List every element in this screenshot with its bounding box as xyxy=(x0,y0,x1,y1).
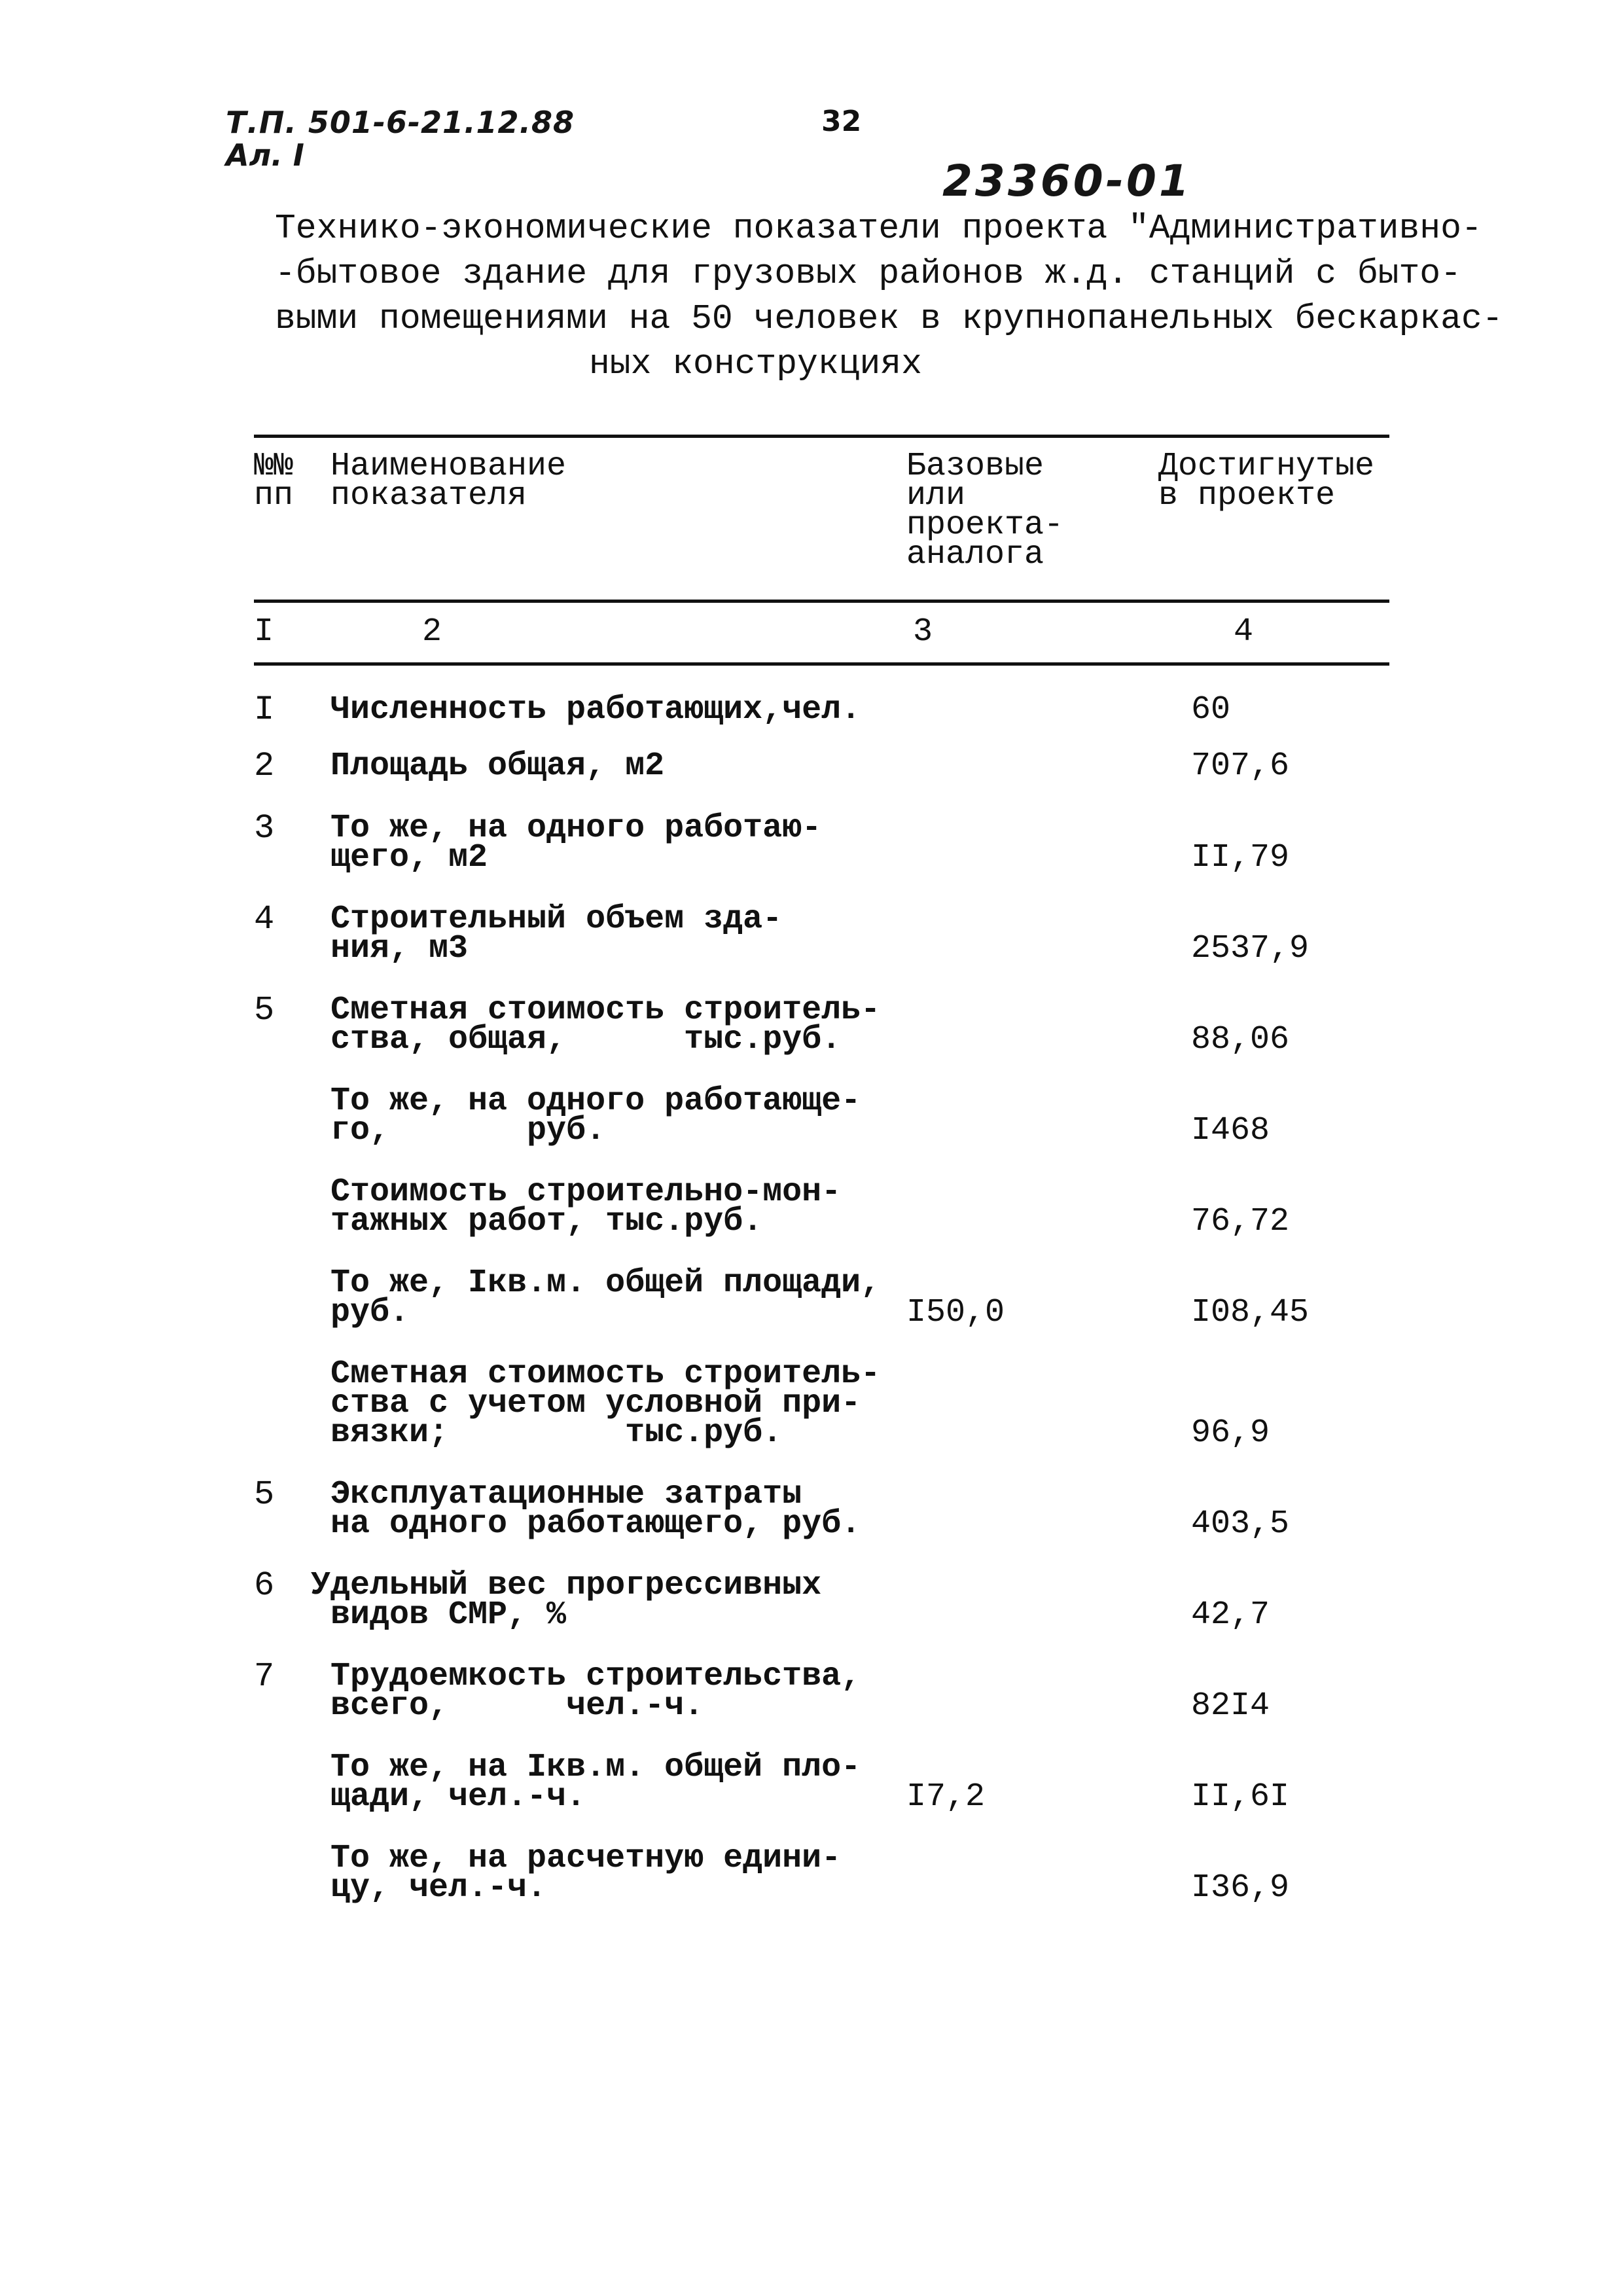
table-rule-top xyxy=(254,435,1389,438)
row-number: 4 xyxy=(254,900,275,939)
indicator-name: Площадь общая, м2 xyxy=(330,747,665,785)
achieved-value: 82I4 xyxy=(1191,1687,1270,1725)
title-line: Технико-экономические показатели проекта "Административно- xyxy=(275,209,1482,248)
achieved-value: 60 xyxy=(1191,691,1231,728)
achieved-value: 88,06 xyxy=(1191,1021,1290,1058)
achieved-value: 42,7 xyxy=(1191,1596,1270,1634)
indicator-name: Численность работающих,чел. xyxy=(330,691,861,728)
row-number: 3 xyxy=(254,809,275,848)
sheet-label: Ал. I xyxy=(226,137,304,173)
indicator-name: То же, на одного работаю- щего, м2 xyxy=(330,810,822,876)
column-number: 4 xyxy=(1234,613,1254,651)
indicator-name: Сметная стоимость строитель- ства с учетом условной при- вязки; тыс.руб. xyxy=(330,1355,881,1452)
column-number: 2 xyxy=(422,613,442,651)
row-number: 6 xyxy=(254,1566,275,1605)
table-rule-numbers xyxy=(254,662,1389,666)
achieved-value: 76,72 xyxy=(1191,1203,1290,1240)
achieved-value: 403,5 xyxy=(1191,1505,1290,1543)
title-line: ных конструкциях xyxy=(589,344,922,384)
column-header-achieved: Достигнутые в проекте xyxy=(1158,448,1375,514)
achieved-value: 96,9 xyxy=(1191,1414,1270,1452)
indicator-name: Стоимость строительно-мон- тажных работ, тыс.руб. xyxy=(330,1174,842,1240)
column-number: I xyxy=(254,613,274,651)
base-value: I7,2 xyxy=(906,1778,986,1816)
project-number: 23360-01 xyxy=(942,156,1192,206)
indicator-name: То же, на расчетную едини- цу, чел.-ч. xyxy=(330,1840,842,1907)
title-line: выми помещениями на 50 человек в крупнопанельных бескаркас- xyxy=(275,299,1503,338)
achieved-value: II,79 xyxy=(1191,839,1290,876)
title-line: -бытовое здание для грузовых районов ж.д. станций с быто- xyxy=(275,254,1461,293)
indicator-name: То же, на одного работающе- го, руб. xyxy=(330,1083,861,1149)
column-number: 3 xyxy=(913,613,933,651)
row-number: I xyxy=(254,691,275,729)
indicator-name: Удельный вес прогрессивных видов СМР, % xyxy=(311,1567,822,1634)
indicator-name: Строительный объем зда- ния, м3 xyxy=(330,901,783,967)
achieved-value: II,6I xyxy=(1191,1778,1290,1816)
indicator-name: То же, на Iкв.м. общей пло- щади, чел.-ч. xyxy=(330,1749,861,1816)
column-header-no: №№ пп xyxy=(254,448,294,514)
row-number: 2 xyxy=(254,747,275,785)
row-number: 5 xyxy=(254,991,275,1030)
doc-code: Т.П. 501-6-21.12.88 xyxy=(226,105,575,140)
page-number: 32 xyxy=(821,105,862,138)
base-value: I50,0 xyxy=(906,1294,1005,1331)
achieved-value: 2537,9 xyxy=(1191,930,1310,967)
indicator-name: Трудоемкость строительства, всего, чел.-ч. xyxy=(330,1658,861,1725)
document-title xyxy=(275,206,1503,387)
row-number: 5 xyxy=(254,1475,275,1514)
column-header-name: Наименование показателя xyxy=(330,448,567,514)
indicator-name: Эксплуатационные затраты на одного работающего, руб. xyxy=(330,1476,861,1543)
indicator-name: Сметная стоимость строитель- ства, общая, тыс.руб. xyxy=(330,992,881,1058)
achieved-value: I36,9 xyxy=(1191,1869,1290,1907)
achieved-value: I468 xyxy=(1191,1112,1270,1149)
row-number: 7 xyxy=(254,1657,275,1696)
table-rule-header xyxy=(254,600,1389,603)
achieved-value: I08,45 xyxy=(1191,1294,1310,1331)
achieved-value: 707,6 xyxy=(1191,747,1290,785)
indicator-name: То же, Iкв.м. общей площади, руб. xyxy=(330,1265,881,1331)
column-header-base: Базовые или проекта- аналога xyxy=(906,448,1064,573)
